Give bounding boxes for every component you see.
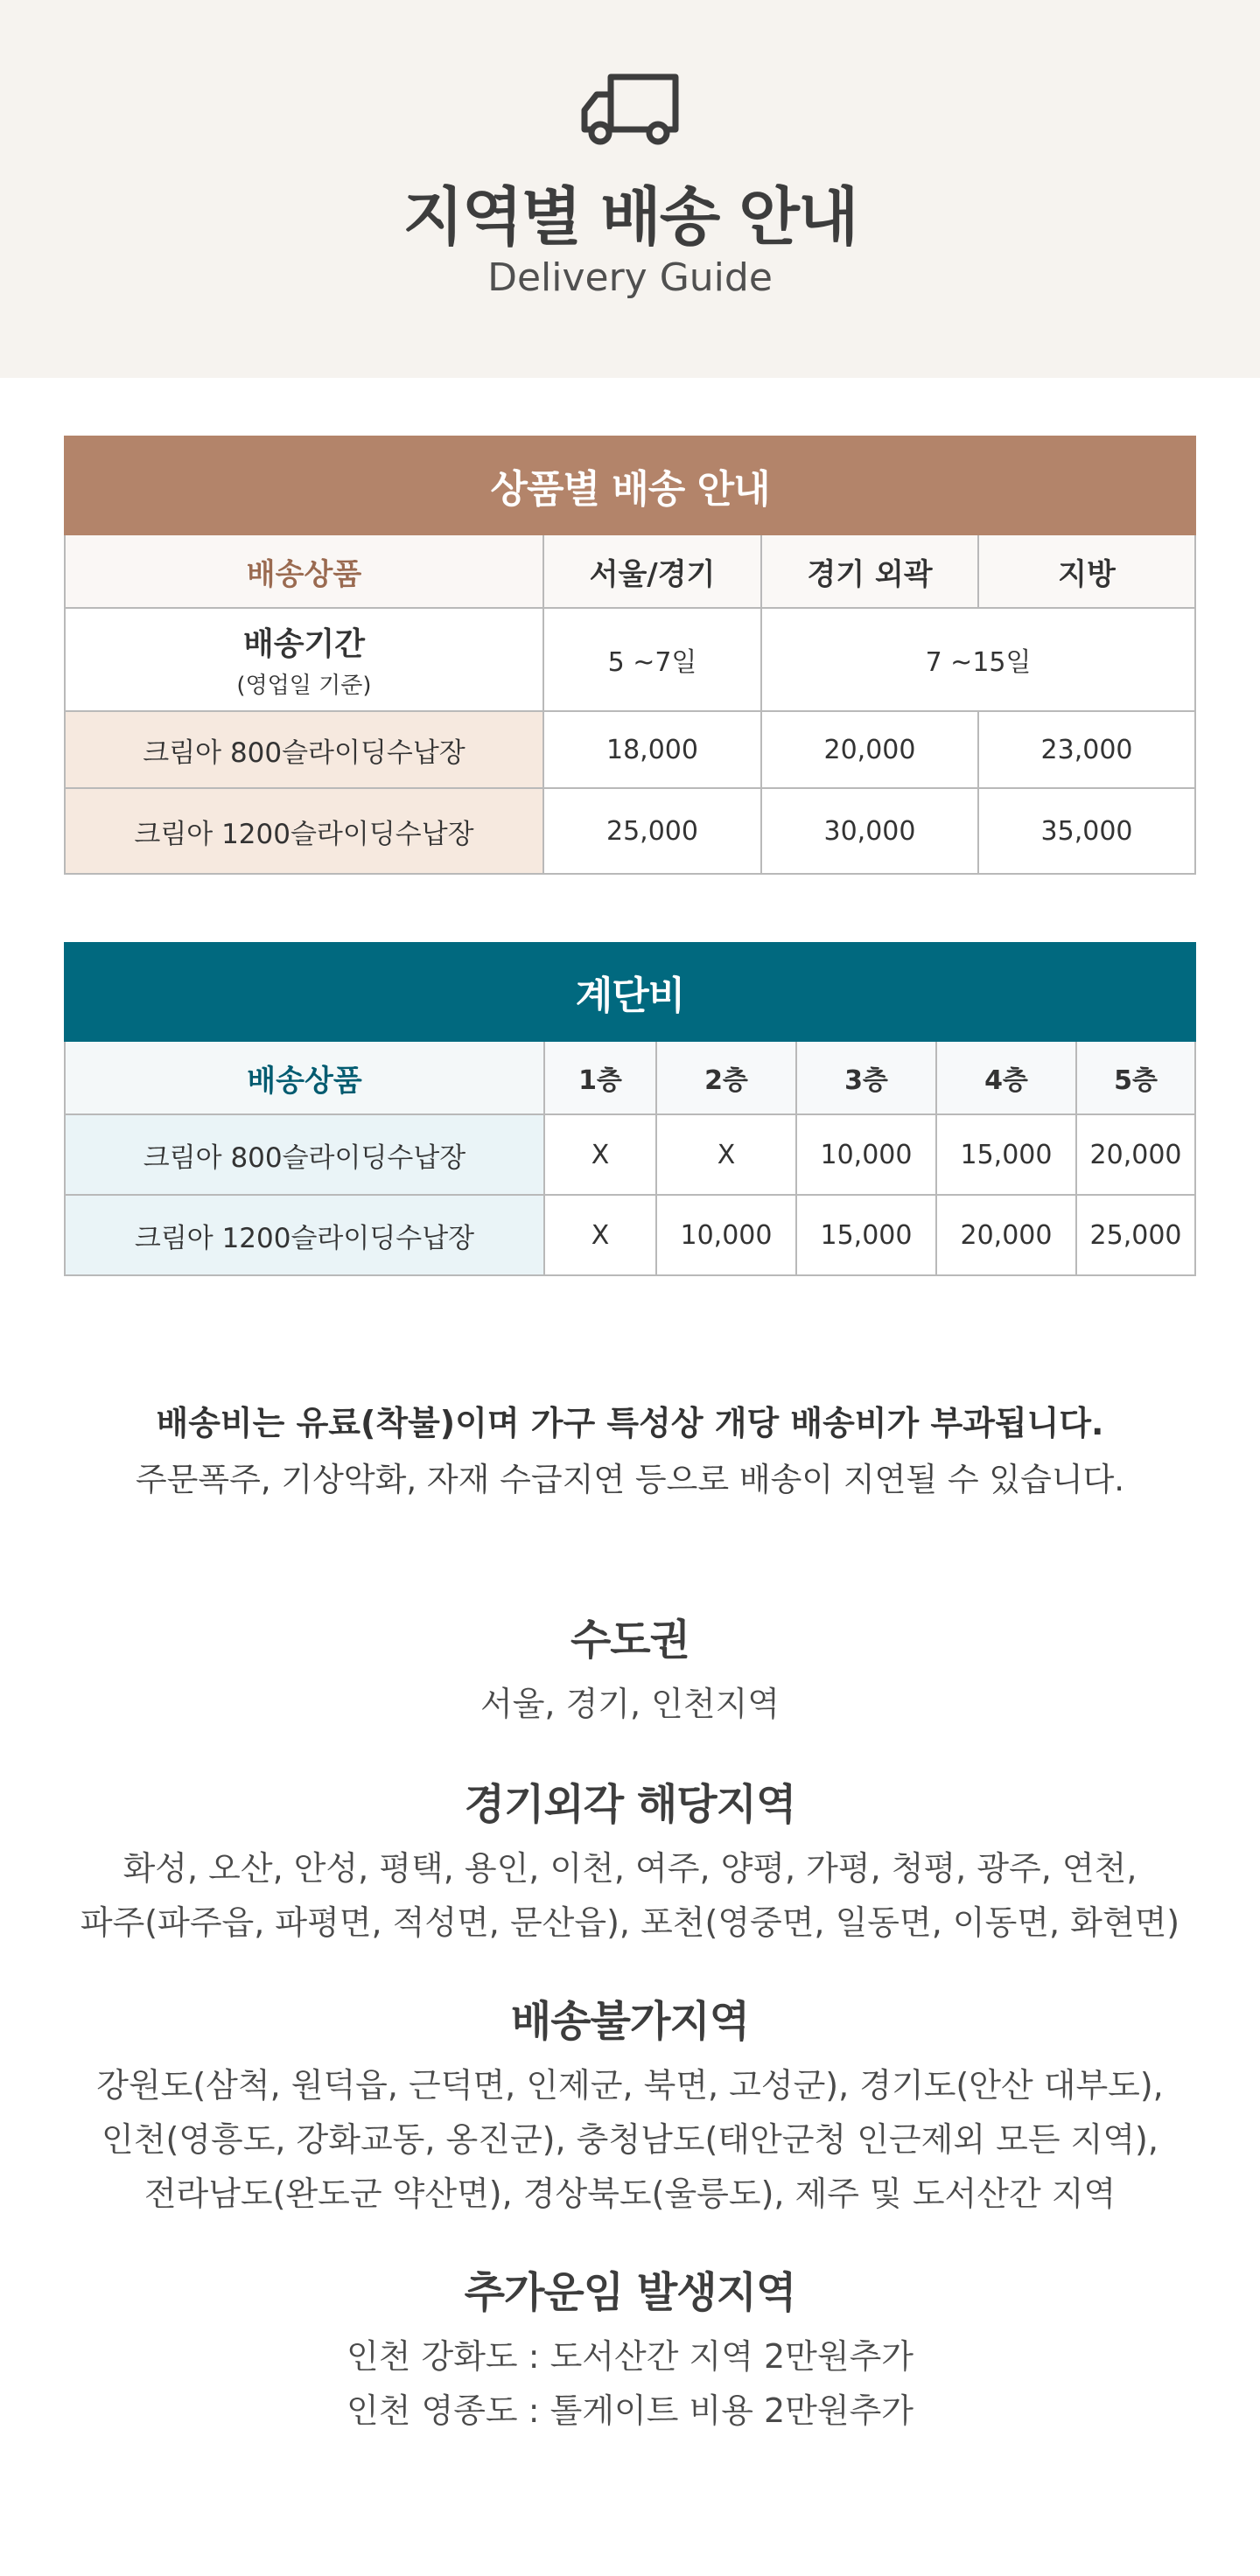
region-title: 배송불가지역	[510, 1997, 750, 2046]
product-name: 크림아 800슬라이딩수납장	[65, 711, 543, 788]
fee-cell: 10,000	[796, 1114, 936, 1195]
table-row	[65, 1195, 1195, 1275]
column-header-floor-2: 2층	[656, 1041, 796, 1114]
region-line: 인천 강화도 : 도서산간 지역 2만원추가	[346, 2337, 914, 2376]
column-header-outskirts: 경기 외곽	[761, 534, 978, 608]
table-row	[65, 1114, 1195, 1195]
delivery-period-label	[65, 608, 543, 711]
period-seoul: 5 ~7일	[543, 608, 761, 711]
region-line: 강원도(삼척, 원덕읍, 근덕면, 인제군, 북면, 고성군), 경기도(안산 대부도),	[96, 2066, 1164, 2105]
price-cell: 23,000	[978, 711, 1195, 788]
column-header-floor-4: 4층	[936, 1041, 1076, 1114]
truck-icon	[578, 70, 682, 149]
period-sublabel: (영업일 기준)	[236, 673, 372, 699]
column-header-product: 배송상품	[65, 534, 543, 608]
product-delivery-table	[64, 436, 1196, 875]
fee-cell: 25,000	[1076, 1195, 1195, 1275]
region-line: 파주(파주읍, 파평면, 적성면, 문산읍), 포천(영중면, 일동면, 이동면, 화현면)	[80, 1903, 1180, 1942]
region-line: 서울, 경기, 인천지역	[480, 1685, 780, 1723]
page-title: 지역별 배송 안내	[402, 180, 858, 254]
column-header-floor-1: 1층	[544, 1041, 656, 1114]
fee-cell: 10,000	[656, 1195, 796, 1275]
product-table-caption: 상품별 배송 안내	[65, 436, 1195, 534]
fee-cell: 15,000	[796, 1195, 936, 1275]
region-line: 인천 영종도 : 톨게이트 비용 2만원추가	[346, 2391, 914, 2430]
notice-bold: 배송비는 유료(착불)이며 가구 특성상 개당 배송비가 부과됩니다.	[156, 1404, 1104, 1442]
header-banner	[0, 0, 1260, 378]
shipping-notice	[0, 1396, 1260, 1500]
price-cell: 20,000	[761, 711, 978, 788]
fee-cell: 20,000	[1076, 1114, 1195, 1195]
stair-fee-table	[64, 942, 1196, 1276]
period-other: 7 ~15일	[761, 608, 1195, 711]
region-line: 전라남도(완도군 약산면), 경상북도(울릉도), 제주 및 도서산간 지역	[144, 2175, 1116, 2213]
column-header-provinces: 지방	[978, 534, 1195, 608]
page-subtitle: Delivery Guide	[487, 255, 773, 300]
stair-table-caption: 계단비	[65, 943, 1195, 1041]
region-line: 인천(영흥도, 강화교동, 옹진군), 충청남도(태안군청 인근제외 모든 지역),	[102, 2120, 1158, 2159]
fee-cell: X	[656, 1114, 796, 1195]
region-title: 수도권	[570, 1616, 690, 1665]
fee-cell: X	[544, 1195, 656, 1275]
table-row	[65, 788, 1195, 874]
fee-cell: X	[544, 1114, 656, 1195]
notice-regular: 주문폭주, 기상악화, 자재 수급지연 등으로 배송이 지연될 수 있습니다.	[135, 1461, 1125, 1498]
price-cell: 25,000	[543, 788, 761, 874]
column-header-floor-5: 5층	[1076, 1041, 1195, 1114]
price-cell: 35,000	[978, 788, 1195, 874]
fee-cell: 20,000	[936, 1195, 1076, 1275]
region-title: 경기외각 해당지역	[464, 1780, 796, 1829]
table-row	[65, 711, 1195, 788]
region-extra-fee	[0, 2258, 1260, 2438]
region-undeliverable	[0, 1987, 1260, 2221]
region-capital	[0, 1606, 1260, 1731]
product-name: 크림아 1200슬라이딩수납장	[65, 788, 543, 874]
column-header-product: 배송상품	[65, 1041, 544, 1114]
price-cell: 18,000	[543, 711, 761, 788]
column-header-floor-3: 3층	[796, 1041, 936, 1114]
product-name: 크림아 800슬라이딩수납장	[65, 1114, 544, 1195]
product-name: 크림아 1200슬라이딩수납장	[65, 1195, 544, 1275]
fee-cell: 15,000	[936, 1114, 1076, 1195]
region-outskirts	[0, 1770, 1260, 1950]
table-row	[65, 608, 1195, 711]
price-cell: 30,000	[761, 788, 978, 874]
region-title: 추가운임 발생지역	[464, 2268, 796, 2317]
column-header-seoul: 서울/경기	[543, 534, 761, 608]
period-label: 배송기간	[242, 626, 366, 662]
region-line: 화성, 오산, 안성, 평택, 용인, 이천, 여주, 양평, 가평, 청평, 광주, 연천,	[122, 1849, 1138, 1888]
